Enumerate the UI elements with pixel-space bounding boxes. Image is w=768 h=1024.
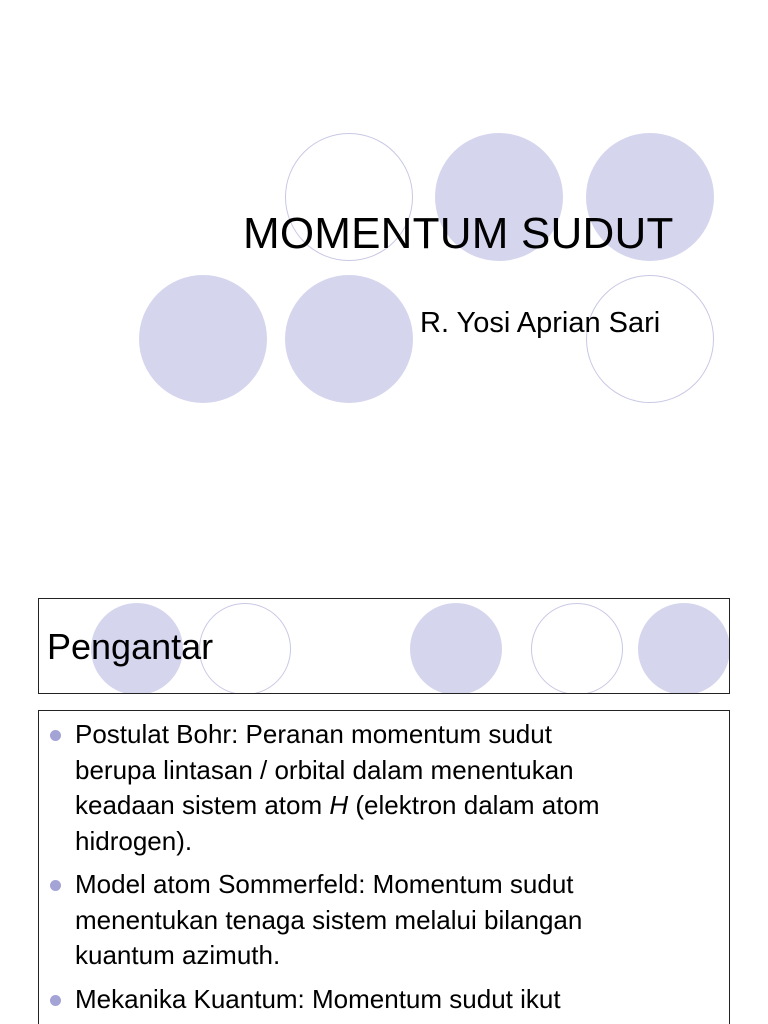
list-item [39, 717, 729, 859]
bullet-line: Postulat Bohr: Peranan momentum sudut [75, 719, 552, 749]
list-item [39, 982, 729, 1018]
list-item [39, 867, 729, 974]
bullet-list [39, 717, 729, 1024]
bullet-line [75, 788, 719, 824]
decorative-circle [139, 275, 267, 403]
decorative-circle [285, 275, 413, 403]
bullet-line: hidrogen). [75, 825, 193, 856]
content-slide [0, 560, 768, 1024]
bullet-text: (elektron dalam atom [348, 790, 600, 820]
bullet-line: menentukan tenaga sistem melalui bilangan [75, 904, 583, 935]
bullet-line: Mekanika Kuantum: Momentum sudut ikut [75, 983, 561, 1014]
title-placeholder [38, 598, 730, 694]
bullet-line: kuantum azimuth. [75, 940, 281, 970]
bullet-line: berupa lintasan / orbital dalam menentukan [75, 754, 574, 785]
content-placeholder [38, 710, 730, 1024]
bullet-line: Model atom Sommerfeld: Momentum sudut [75, 869, 574, 899]
decorative-circle [638, 603, 730, 694]
bullet-text: keadaan sistem atom [75, 790, 330, 820]
slide-subtitle-author: R. Yosi Aprian Sari [420, 307, 661, 339]
section-title: Pengantar [47, 626, 214, 667]
italic-symbol: H [329, 790, 349, 820]
decorative-circle [531, 603, 623, 694]
slide-title: MOMENTUM SUDUT [243, 209, 674, 258]
bullet-icon [50, 880, 61, 891]
bullet-icon [50, 730, 61, 741]
decorative-circle [410, 603, 502, 694]
bullet-icon [50, 995, 61, 1006]
